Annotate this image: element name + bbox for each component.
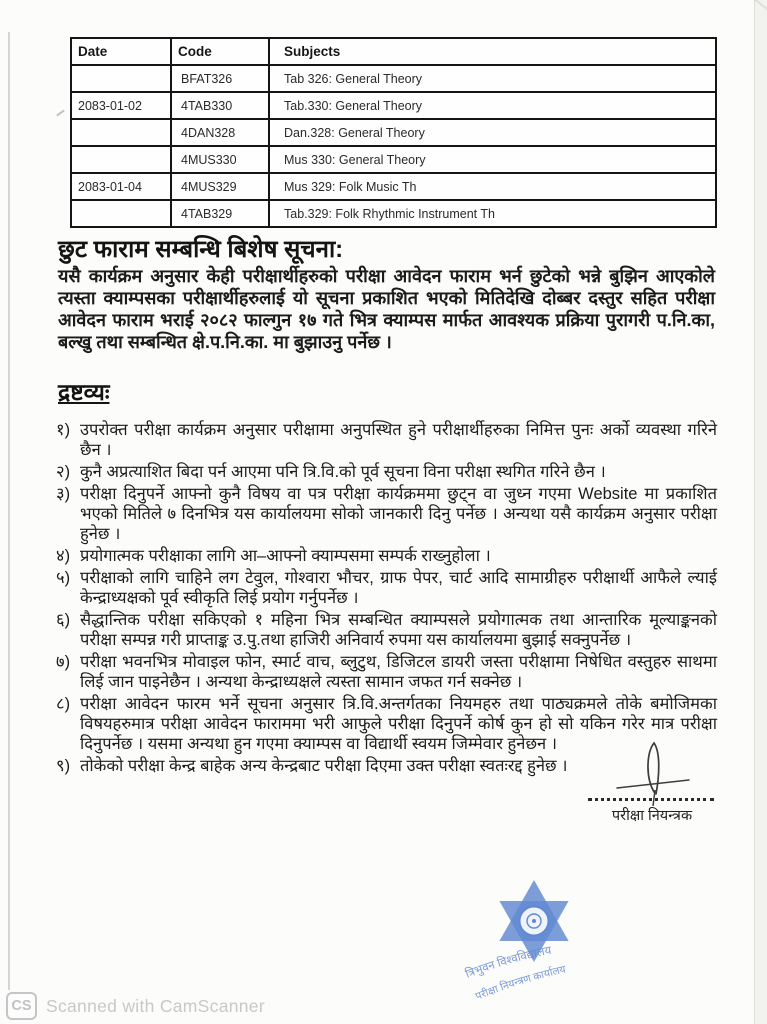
item-number: १) <box>56 421 71 439</box>
list-item <box>56 546 717 566</box>
cell-code: 4MUS329 <box>171 173 269 200</box>
item-number: ५) <box>56 569 71 587</box>
special-notice-section <box>58 236 715 353</box>
cell-subject: Mus 330: General Theory <box>269 146 716 173</box>
cell-date <box>71 200 171 227</box>
item-text: सैद्धान्तिक परीक्षा सकिएको १ महिना भित्र सम्बन्धित क्याम्पसले प्रयोगात्मक तथा आन्तारिक मूल्याङ्कनको परीक्षा सम्पन्न गरी प्राप्ताङ्क उ.पु.तथा हाजिरी अनिवार्य रुपमा यस कार्यालयमा बुझाई सक्नुपर्नेछ । <box>80 611 717 649</box>
cell-code: 4MUS330 <box>171 146 269 173</box>
cell-date <box>71 119 171 146</box>
column-header-date: Date <box>71 38 171 65</box>
watermark-text: Scanned with CamScanner <box>46 995 265 1016</box>
item-text: परीक्षा आवेदन फारम भर्ने सूचना अनुसार त्रि.वि.अन्तर्गतका नियमहरु तथा पाठ्यक्रमले तोके बमोजिमका विषयहरुमात्र परीक्षा आवेदन फाराममा भरी आफुले परीक्षा दिनुपर्ने कोर्ष कुन हो सो यकिन गरेर मात्र परीक्षा दिनुपर्नेछ । यसमा अन्यथा हुन गएमा क्याम्पस वा विद्यार्थी स्वयम जिम्मेवार हुनेछन । <box>80 695 717 753</box>
notice-body-paragraph: यसै कार्यक्रम अनुसार केही परीक्षार्थीहरुको परीक्षा आवेदन फाराम भर्न छुटेको भन्ने बुझिन आएकोले त्यस्ता क्याम्पसका परीक्षार्थीहरुलाई यो सूचना प्रकाशित भएको मितिदेखि दोब्बर दस्तुर सहित परीक्षा आवेदन फाराम भराई २०८२ फाल्गुन १७ गते भित्र क्याम्पस मार्फत आवश्यक प्रक्रिया पुरागरी प.नि.का, बल्खु तथा सम्बन्धित क्षे.प.नि.का. मा बुझाउनु पर्नेछ । <box>58 266 715 352</box>
table-row <box>71 173 716 200</box>
column-header-subjects: Subjects <box>269 38 716 65</box>
item-number: २) <box>56 463 71 481</box>
signature-title: परीक्षा नियन्त्रक <box>611 808 693 824</box>
list-item <box>56 484 717 544</box>
cell-date: 2083-01-04 <box>71 173 171 200</box>
cell-date <box>71 146 171 173</box>
list-item <box>56 568 717 608</box>
camscanner-badge-icon: CS <box>6 992 37 1020</box>
scan-edge-strip-right <box>754 0 767 1024</box>
item-text: प्रयोगात्मक परीक्षाका लागि आ–आफ्नो क्याम्पसमा सम्पर्क राख्नुहोला । <box>80 547 491 565</box>
list-item <box>56 420 717 460</box>
cell-subject: Tab.329: Folk Rhythmic Instrument Th <box>269 200 716 227</box>
table-row <box>71 92 716 119</box>
item-text: परीक्षा भवनभित्र मोवाइल फोन, स्मार्ट वाच, ब्लुटुथ, डिजिटल डायरी जस्ता परीक्षामा निषेधित वस्तुहरु साथमा लिई जान पाइनेछैन । अन्यथा केन्द्राध्यक्षले त्यस्ता सामान जफत गर्न सक्नेछ । <box>80 653 717 691</box>
item-number: ३) <box>56 485 71 503</box>
cell-subject: Dan.328: General Theory <box>269 119 716 146</box>
camscanner-watermark <box>6 992 265 1020</box>
table-row <box>71 200 716 227</box>
remarks-list <box>56 420 717 778</box>
item-text: उपरोक्त परीक्षा कार्यक्रम अनुसार परीक्षामा अनुपस्थित हुने परीक्षार्थीहरुका निमित्त पुनः अर्को व्यवस्था गरिने छैन । <box>80 421 717 459</box>
remarks-heading: द्रष्टव्यः <box>58 379 110 405</box>
table-header-row <box>71 38 716 65</box>
item-number: ८) <box>56 695 71 713</box>
cell-subject: Mus 329: Folk Music Th <box>269 173 716 200</box>
cell-subject: Tab.330: General Theory <box>269 92 716 119</box>
cell-date: 2083-01-02 <box>71 92 171 119</box>
cell-code: 4DAN328 <box>171 119 269 146</box>
table-row <box>71 119 716 146</box>
cell-code: 4TAB330 <box>171 92 269 119</box>
cell-date <box>71 65 171 92</box>
list-item <box>56 652 717 692</box>
item-text: परीक्षाको लागि चाहिने लग टेवुल, गोश्वारा भौचर, ग्राफ पेपर, चार्ट आदि सामाग्रीहरु परीक्षार्थी आफैले ल्याई केन्द्राध्यक्षको पूर्व स्वीकृति लिई प्रयोग गर्नुपर्नेछ । <box>80 569 717 607</box>
column-header-code: Code <box>171 38 269 65</box>
cell-code: 4TAB329 <box>171 200 269 227</box>
tribhuvan-university-stamp <box>437 872 637 1012</box>
item-number: ९) <box>56 757 71 775</box>
item-number: ४) <box>56 547 71 565</box>
item-text: तोकेको परीक्षा केन्द्र बाहेक अन्य केन्द्रबाट परीक्षा दिएमा उक्त परीक्षा स्वतःरद्द हुनेछ । <box>80 757 568 775</box>
table-row <box>71 146 716 173</box>
exam-schedule-table <box>70 37 717 228</box>
cell-subject: Tab 326: General Theory <box>269 65 716 92</box>
notice-heading: छुट फाराम सम्बन्धि बिशेष सूचना: <box>58 236 344 263</box>
signature-block <box>585 746 719 825</box>
list-item <box>56 462 717 482</box>
handwritten-signature-icon <box>609 740 695 806</box>
item-number: ७) <box>56 653 71 671</box>
item-number: ६) <box>56 611 71 629</box>
item-text: परीक्षा दिनुपर्ने आफ्नो कुनै विषय वा पत्र परीक्षा कार्यक्रममा छुट्न वा जुध्न गएमा Website मा प्रकाशित भएको मितिले ७ दिनभित्र यस कार्यालयमा सोको जानकारी दिनु पर्नेछ । अन्यथा यसै कार्यक्रम अनुसार परीक्षा हुनेछ । <box>80 485 717 543</box>
item-text: कुनै अप्रत्याशित बिदा पर्न आएमा पनि त्रि.वि.को पूर्व सूचना विना परीक्षा स्थगित गरिने छैन । <box>80 463 606 481</box>
cell-code: BFAT326 <box>171 65 269 92</box>
scan-edge-line-left <box>8 32 10 990</box>
stamp-text-line-2: परीक्षा नियन्त्रण कार्यालय <box>473 963 567 1003</box>
list-item <box>56 610 717 650</box>
table-row <box>71 65 716 92</box>
stamp-text-line-1: त्रिभुवन विश्वविद्यालय <box>463 944 553 981</box>
scan-speck <box>56 110 65 117</box>
